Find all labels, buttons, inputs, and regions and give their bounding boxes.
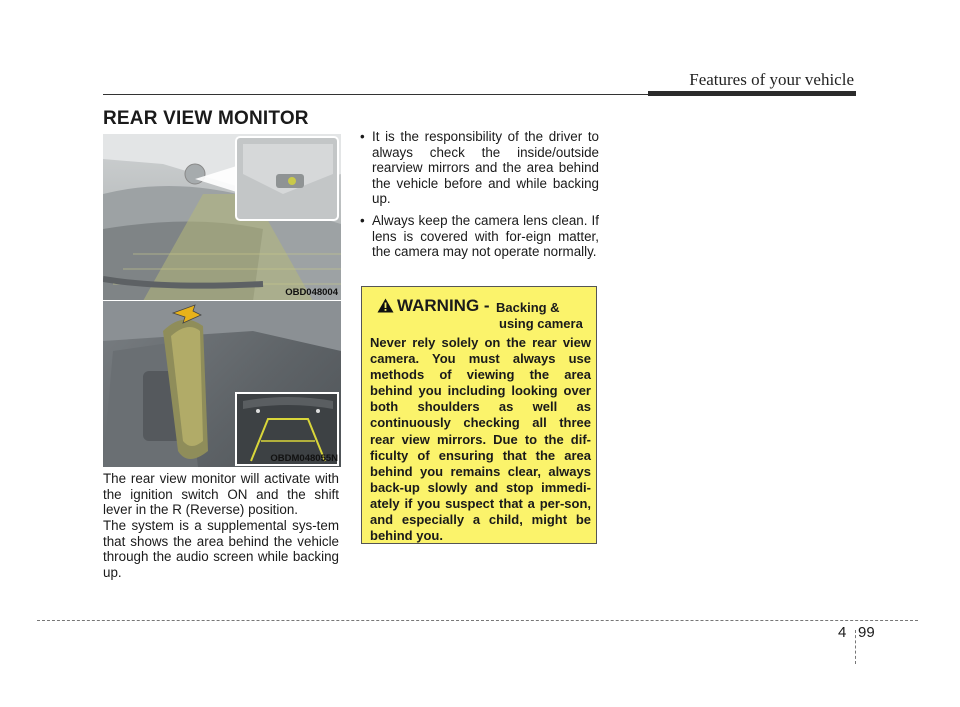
footer-divider — [855, 630, 856, 664]
warning-subject-line-2: using camera — [499, 316, 583, 331]
bullet-item — [358, 129, 599, 207]
bullet-item — [358, 213, 599, 260]
header-rule — [103, 94, 648, 95]
rear-camera-figure — [103, 134, 341, 301]
warning-triangle-icon — [377, 298, 394, 313]
figure-label-rear-camera: OBD048004 — [285, 287, 338, 298]
header-bar — [648, 91, 856, 96]
chapter-number: 4 — [838, 624, 847, 641]
footer-rule — [37, 620, 918, 621]
header-title: Features of your vehicle — [689, 70, 854, 89]
shift-lever-figure — [103, 301, 341, 467]
bullet-text: It is the responsibility of the driver to always check the inside/outside rearview mirrors and the area behind the vehicle before and while backing up. — [372, 129, 599, 207]
page-number: 99 — [858, 624, 875, 641]
bullet-dot-icon: • — [360, 129, 365, 144]
body-paragraph-2: The system is a supplemental sys-tem that shows the area behind the vehicle through the audio screen while backing up. — [103, 518, 339, 580]
body-paragraph-1: The rear view monitor will activate with the ignition switch ON and the shift lever in the R (Reverse) position. — [103, 471, 339, 518]
figure-label-shift-lever: OBDM048055N — [270, 453, 338, 464]
warning-box — [361, 286, 597, 544]
bullet-dot-icon: • — [360, 213, 365, 228]
warning-text: Never rely solely on the rear view camera. You must always use methods of viewing the area behind you including looking over both shoulders as well as continuously checking all three rear view mirrors. Due to the dif-ficulty of ensuring that the area behind you remains clear, always back-up slowly and stop immedi-ately if you suspect that a per-son, and especially a child, might be behind you. — [370, 335, 591, 544]
rear-camera-illustration — [103, 134, 341, 301]
bullet-text: Always keep the camera lens clean. If lens is covered with for-eign matter, the camera may not operate normally. — [372, 213, 599, 260]
warning-subject-line-1: Backing & — [496, 300, 560, 315]
section-title: REAR VIEW MONITOR — [103, 108, 309, 129]
shift-lever-illustration — [103, 301, 341, 467]
warning-heading: WARNING - — [397, 296, 490, 315]
